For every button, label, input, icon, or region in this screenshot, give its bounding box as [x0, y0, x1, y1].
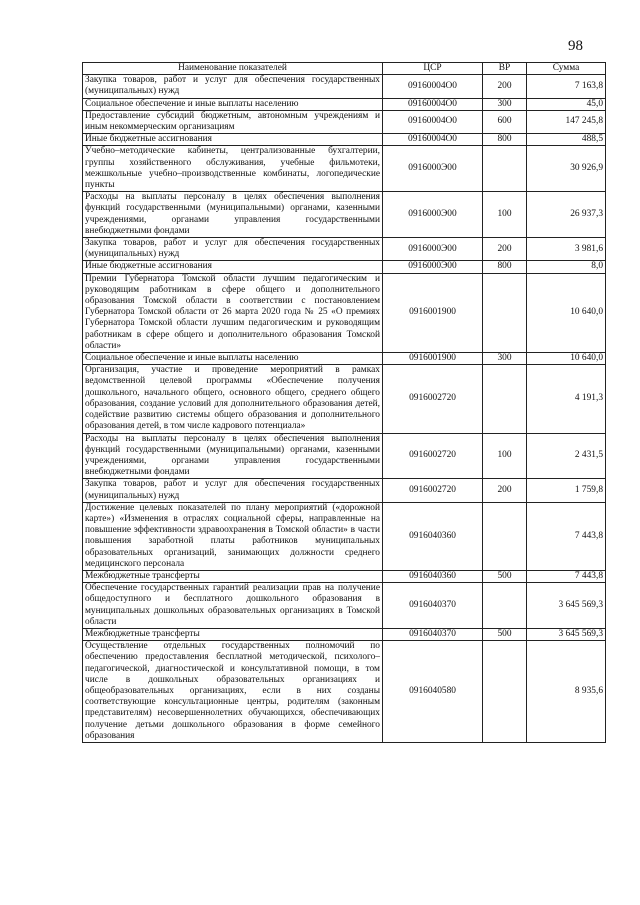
- table-cell-vr: 300: [483, 353, 527, 365]
- page-number: 98: [568, 38, 583, 54]
- table-cell-csr: 0916000Э00: [383, 238, 483, 261]
- table-cell-vr: [483, 365, 527, 433]
- table-cell-sum: 10 640,0: [527, 353, 606, 365]
- header-sum: Сумма: [527, 63, 606, 75]
- table-cell-name: Расходы на выплаты персоналу в целях обеспечения выполнения функций государственными (муниципальными) органами, казенными учреждениями, органами управления государственными внебюджетными фондами: [83, 192, 383, 238]
- table-cell-sum: 4 191,3: [527, 365, 606, 433]
- table-cell-csr: 09160004О0: [383, 110, 483, 133]
- table-cell-sum: 7 163,8: [527, 75, 606, 98]
- table-cell-name: Обеспечение государственных гарантий реализации прав на получение общедоступного и бесплатного дошкольного образования в муниципальных дошкольных образовательных организациях в Томской области: [83, 583, 383, 629]
- table-cell-sum: 3 645 569,3: [527, 628, 606, 640]
- table-cell-name: Премии Губернатора Томской области лучшим педагогическим и руководящим работникам в сфере общего и дополнительного образования Томской области в соответствии с постановлением Губернатора Томской области от 26 марта 2020 года № 25 «О премиях Губернатора Томской области лучшим педагогическим и руководящим работникам в сфере общего и дополнительного образования Томской области»: [83, 273, 383, 352]
- table-row: [83, 570, 606, 582]
- table-row: [83, 238, 606, 261]
- table-cell-sum: 147 245,8: [527, 110, 606, 133]
- table-cell-sum: 30 926,9: [527, 146, 606, 192]
- table-row: [83, 502, 606, 570]
- table-cell-name: Закупка товаров, работ и услуг для обеспечения государственных (муниципальных) нужд: [83, 238, 383, 261]
- table-cell-vr: 200: [483, 75, 527, 98]
- table-cell-name: Иные бюджетные ассигнования: [83, 261, 383, 273]
- table-cell-sum: 488,5: [527, 134, 606, 146]
- table-cell-csr: 0916002720: [383, 365, 483, 433]
- table-cell-sum: 8 935,6: [527, 641, 606, 743]
- table-cell-vr: 500: [483, 570, 527, 582]
- table-cell-vr: [483, 641, 527, 743]
- table-cell-vr: 500: [483, 628, 527, 640]
- table-cell-vr: 800: [483, 261, 527, 273]
- table-cell-csr: 09160004О0: [383, 98, 483, 110]
- table-cell-name: Осуществление отдельных государственных полномочий по обеспечению предоставления бесплатной методической, психолого–педагогической, диагностической и консультативной помощи, в том числе в дошкольных образовательных организациях и общеобразовательных организациях, если в них созданы соответствующие консультационные центры, родителям (законным представителям) несовершеннолетних обучающихся, обеспечивающих получение детьми дошкольного образования в форме семейного образования: [83, 641, 383, 743]
- table-cell-sum: 3 645 569,3: [527, 583, 606, 629]
- table-cell-sum: 45,0: [527, 98, 606, 110]
- table-row: [83, 641, 606, 743]
- table-cell-name: Межбюджетные трансферты: [83, 628, 383, 640]
- table-cell-sum: 2 431,5: [527, 433, 606, 479]
- table-cell-sum: 8,0: [527, 261, 606, 273]
- budget-table: [82, 62, 606, 743]
- table-cell-csr: 0916002720: [383, 479, 483, 502]
- table-cell-csr: 0916002720: [383, 433, 483, 479]
- header-name: Наименование показателей: [83, 63, 383, 75]
- table-cell-name: Организация, участие и проведение мероприятий в рамках ведомственной целевой программы «Обеспечение получения дошкольного, начального общего, основного общего, среднего общего образования, создание условий для дополнительного образования детей, содействие развитию системы общего образования и дополнительного образования детей, в том числе кадрового потенциала»: [83, 365, 383, 433]
- table-cell-vr: 100: [483, 192, 527, 238]
- table-row: [83, 583, 606, 629]
- table-cell-name: Межбюджетные трансферты: [83, 570, 383, 582]
- table-cell-name: Социальное обеспечение и иные выплаты населению: [83, 353, 383, 365]
- table-cell-vr: 300: [483, 98, 527, 110]
- table-cell-name: Иные бюджетные ассигнования: [83, 134, 383, 146]
- table-row: [83, 273, 606, 352]
- table-cell-csr: 0916040580: [383, 641, 483, 743]
- table-cell-csr: 0916000Э00: [383, 146, 483, 192]
- table-row: [83, 261, 606, 273]
- table-row: [83, 433, 606, 479]
- table-row: [83, 98, 606, 110]
- table-cell-csr: 0916000Э00: [383, 192, 483, 238]
- table-cell-sum: 10 640,0: [527, 273, 606, 352]
- table-cell-vr: 600: [483, 110, 527, 133]
- table-cell-sum: 7 443,8: [527, 502, 606, 570]
- table-row: [83, 110, 606, 133]
- header-vr: ВР: [483, 63, 527, 75]
- table-cell-csr: 0916001900: [383, 353, 483, 365]
- table-cell-csr: 0916001900: [383, 273, 483, 352]
- table-header-row: [83, 63, 606, 75]
- table-cell-vr: 200: [483, 238, 527, 261]
- table-cell-name: Социальное обеспечение и иные выплаты населению: [83, 98, 383, 110]
- table-row: [83, 192, 606, 238]
- table-cell-vr: [483, 146, 527, 192]
- table-row: [83, 628, 606, 640]
- table-cell-vr: [483, 273, 527, 352]
- table-cell-sum: 7 443,8: [527, 570, 606, 582]
- table-cell-csr: 09160004О0: [383, 75, 483, 98]
- table-row: [83, 75, 606, 98]
- table-row: [83, 365, 606, 433]
- table-cell-name: Учебно–методические кабинеты, централизованные бухгалтерии, группы хозяйственного обслуживания, учебные фильмотеки, межшкольные учебно–производственные комбинаты, логопедические пункты: [83, 146, 383, 192]
- table-cell-sum: 1 759,8: [527, 479, 606, 502]
- table-cell-vr: [483, 583, 527, 629]
- table-cell-vr: 100: [483, 433, 527, 479]
- table-cell-csr: 0916040360: [383, 570, 483, 582]
- table-cell-csr: 09160004О0: [383, 134, 483, 146]
- table-cell-csr: 0916040370: [383, 583, 483, 629]
- table-row: [83, 353, 606, 365]
- table-cell-vr: 800: [483, 134, 527, 146]
- table-cell-csr: 0916040360: [383, 502, 483, 570]
- table-cell-name: Достижение целевых показателей по плану мероприятий («дорожной карте») «Изменения в отраслях социальной сферы, направленные на повышение эффективности здравоохранения в Томской области» в части повышения заработной платы работников муниципальных образовательных организаций, занимающих должности среднего медицинского персонала: [83, 502, 383, 570]
- table-row: [83, 146, 606, 192]
- table-cell-name: Расходы на выплаты персоналу в целях обеспечения выполнения функций государственными (муниципальными) органами, казенными учреждениями, органами управления государственными внебюджетными фондами: [83, 433, 383, 479]
- table-cell-name: Предоставление субсидий бюджетным, автономным учреждениям и иным некоммерческим организациям: [83, 110, 383, 133]
- table-cell-sum: 3 981,6: [527, 238, 606, 261]
- table-cell-csr: 0916040370: [383, 628, 483, 640]
- header-csr: ЦСР: [383, 63, 483, 75]
- table-row: [83, 134, 606, 146]
- table-cell-csr: 0916000Э00: [383, 261, 483, 273]
- table-cell-name: Закупка товаров, работ и услуг для обеспечения государственных (муниципальных) нужд: [83, 479, 383, 502]
- table-row: [83, 479, 606, 502]
- table-cell-vr: 200: [483, 479, 527, 502]
- table-cell-sum: 26 937,3: [527, 192, 606, 238]
- table-cell-vr: [483, 502, 527, 570]
- table-cell-name: Закупка товаров, работ и услуг для обеспечения государственных (муниципальных) нужд: [83, 75, 383, 98]
